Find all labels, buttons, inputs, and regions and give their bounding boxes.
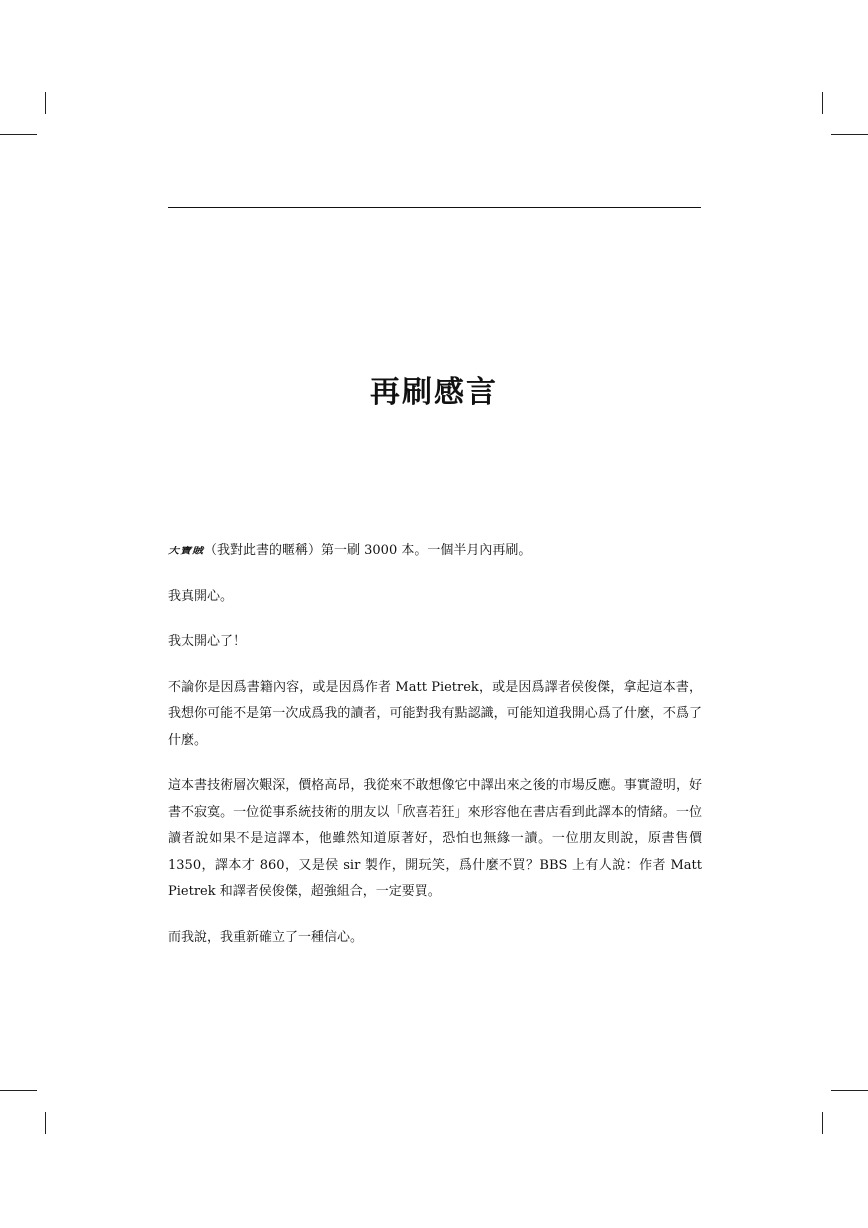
paragraph-first-print [168,538,702,565]
page-title: 再刷感言 [370,375,498,411]
paragraph-happy: 我真開心。 [168,588,234,604]
crop-mark-top-right-vertical [822,92,823,114]
header-rule [168,207,701,208]
crop-mark-top-right-horizontal [831,134,868,135]
book-nickname: 大寶賊 [168,545,204,556]
paragraph-first-print-text: （我對此書的暱稱）第一刷 3000 本。一個半月內再刷。 [204,543,532,558]
crop-mark-bottom-left-vertical [45,1112,46,1134]
paragraph-confidence: 而我說，我重新確立了一種信心。 [168,929,364,945]
crop-mark-top-left-vertical [45,92,46,114]
paragraph-readers: 不論你是因爲書籍內容，或是因爲作者 Matt Pietrek，或是因爲譯者侯俊傑，拿起這本書，我想你可能不是第一次成爲我的讀者，可能對我有點認識，可能知道我開心爲了什麼，不爲了什麼。 [168,679,702,748]
crop-mark-bottom-left-horizontal [0,1090,37,1091]
crop-mark-bottom-right-vertical [822,1112,823,1134]
crop-mark-bottom-right-horizontal [831,1090,868,1091]
body-text [168,538,702,970]
paragraph-market-response: 這本書技術層次艱深，價格高昂，我從來不敢想像它中譯出來之後的市場反應。事實證明，好書不寂寞。一位從事系統技術的朋友以「欣喜若狂」來形容他在書店看到此譯本的情緒。一位讀者說如果不是這譯本，他雖然知道原著好，恐怕也無緣一讀。一位朋友則說，原書售價 1350，譯本才 860，又是侯 sir 製作，開玩笑，爲什麼不買？BBS 上有人說：作者 Matt Pietrek 和譯者侯俊傑，超強組合，一定要買。 [168,778,702,899]
paragraph-very-happy: 我太開心了！ [168,634,247,649]
crop-mark-top-left-horizontal [0,134,37,135]
